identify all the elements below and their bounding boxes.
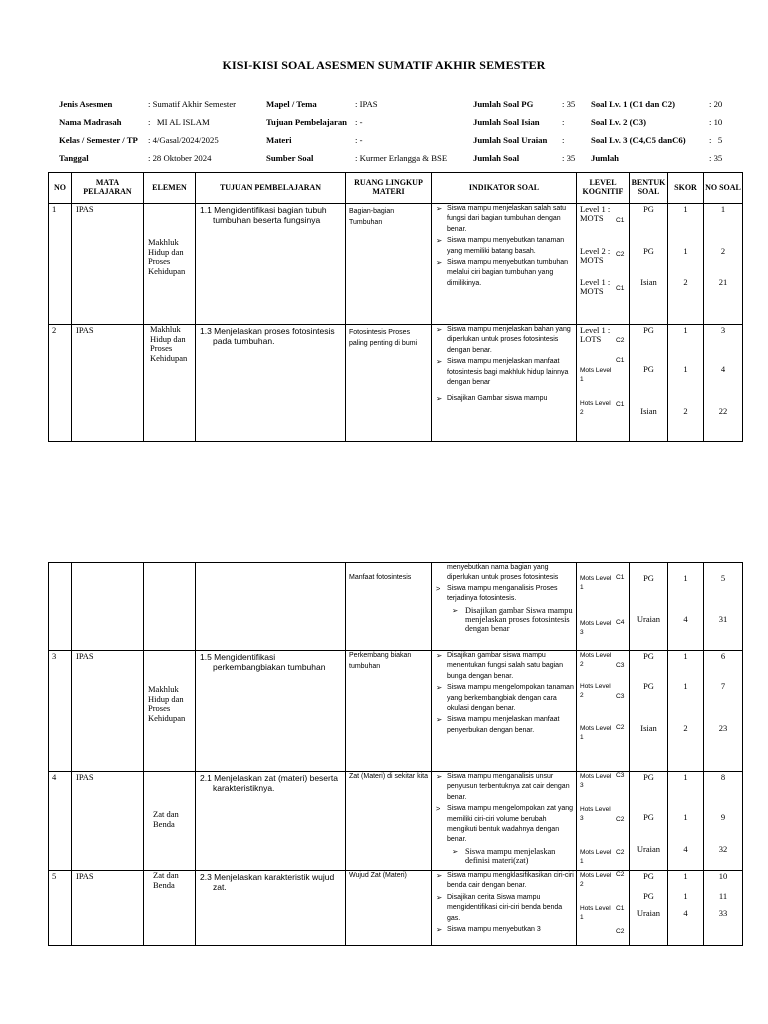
row-bentuk-cell bbox=[630, 772, 668, 871]
bullet-arrow-icon: > bbox=[436, 804, 441, 814]
level-code: C4 bbox=[616, 619, 625, 626]
level-code: C1 bbox=[616, 905, 625, 912]
level-text: Hots Level 2 bbox=[580, 683, 611, 700]
row-bentuk-cell bbox=[630, 563, 668, 651]
bentuk-value: PG bbox=[643, 871, 654, 881]
nosoal-value: 5 bbox=[720, 573, 726, 583]
isian-count-label: Jumlah Soal Isian bbox=[473, 117, 540, 127]
row-tujuan-cell bbox=[196, 651, 346, 772]
bentuk-value: PG bbox=[643, 681, 654, 691]
row-tujuan-cell bbox=[196, 772, 346, 871]
nosoal-value: 3 bbox=[720, 325, 726, 335]
indikator-item: ➢ Siswa mampu menjelaskan manfaat penyerbukan dengan benar. bbox=[436, 715, 560, 734]
row-tujuan: 1.1 Mengidentifikasi bagian tubuh tumbuhan beserta fungsinya bbox=[200, 205, 327, 225]
skor-value: 1 bbox=[683, 325, 688, 335]
level-text: Mots Level 1 bbox=[580, 849, 612, 866]
nosoal-value: 23 bbox=[718, 723, 728, 733]
total-count-label: Jumlah Soal bbox=[473, 153, 520, 163]
row-no: 5 bbox=[49, 871, 72, 946]
indikator-item: ➢ Siswa mampu menjelaskan definisi materi(zat) bbox=[452, 846, 556, 865]
row-tujuan-cell bbox=[196, 204, 346, 325]
row-mapel: IPAS bbox=[72, 772, 144, 871]
level-text: Mots Level 1 bbox=[580, 367, 612, 384]
indikator-item: > Siswa mampu menganalisis Proses terjadinya fotosintesis. bbox=[436, 583, 558, 603]
bentuk-value: PG bbox=[643, 246, 654, 256]
table-row bbox=[49, 325, 743, 442]
bentuk-value: PG bbox=[643, 573, 654, 583]
row-no bbox=[49, 563, 72, 651]
level-code: C2 bbox=[616, 928, 625, 935]
nosoal-value: 1 bbox=[720, 204, 726, 214]
indikator-item: ➢ Siswa mampu menyebutkan 3 bbox=[436, 925, 541, 935]
row-skor-cell bbox=[668, 871, 704, 946]
bullet-arrow-icon: ➢ bbox=[436, 715, 443, 725]
bullet-arrow-icon: ➢ bbox=[452, 605, 459, 615]
level-code: C3 bbox=[616, 693, 625, 700]
row-nosoal-cell bbox=[704, 563, 743, 651]
row-level-cell bbox=[577, 651, 630, 772]
row-bentuk-cell bbox=[630, 204, 668, 325]
indikator-list bbox=[432, 204, 576, 289]
row-ruang-cell bbox=[346, 651, 432, 772]
uraian-count-value: : bbox=[562, 135, 565, 145]
nosoal-value: 33 bbox=[718, 908, 728, 918]
skor-value: 1 bbox=[683, 871, 688, 881]
pg-count-value: : 35 bbox=[562, 99, 576, 109]
row-indikator-cell bbox=[432, 563, 577, 651]
header-ruang-lingkup: RUANG LINGKUP MATERI bbox=[346, 173, 432, 204]
indikator-item: ➢ Siswa mampu menjelaskan bahan yang diperlukan untuk proses fotosintesis dengan benar. bbox=[436, 325, 571, 354]
table-row bbox=[49, 772, 743, 871]
row-ruang: Perkembang biakan tumbuhan bbox=[349, 652, 412, 670]
row-level-cell bbox=[577, 325, 630, 442]
indikator-list bbox=[432, 651, 576, 736]
row-no: 2 bbox=[49, 325, 72, 442]
row-elemen: Zat dan Benda bbox=[153, 870, 179, 890]
row-level-cell bbox=[577, 204, 630, 325]
jenis-label: Jenis Asesmen bbox=[59, 99, 113, 109]
row-ruang: Bagian-bagian Tumbuhan bbox=[349, 208, 395, 226]
tanggal-value: : 28 Oktober 2024 bbox=[148, 153, 212, 163]
lv3-value: : 5 bbox=[709, 135, 723, 145]
header-mata-pelajaran: MATA PELAJARAN bbox=[72, 173, 144, 204]
level-code: C2 bbox=[616, 871, 625, 878]
bentuk-value: PG bbox=[643, 325, 654, 335]
row-bentuk-cell bbox=[630, 651, 668, 772]
table-row bbox=[49, 204, 743, 325]
row-level-cell bbox=[577, 563, 630, 651]
nosoal-value: 7 bbox=[720, 681, 726, 691]
level-text: Level 1 : MOTS bbox=[580, 277, 611, 297]
bentuk-value: PG bbox=[643, 204, 654, 214]
row-skor-cell bbox=[668, 325, 704, 442]
header-bentuk: BENTUK SOAL bbox=[630, 173, 668, 204]
level-code: C3 bbox=[616, 662, 625, 669]
indikator-item: ➢ Siswa mampu mengklasifikasikan ciri-ciri benda cair dengan benar. bbox=[436, 871, 574, 890]
assessment-meta bbox=[0, 95, 768, 167]
tanggal-label: Tanggal bbox=[59, 153, 89, 163]
indikator-item: ➢ Siswa mampu menganalisis unsur penyusun terbentuknya zat cair dengan benar. bbox=[436, 772, 570, 801]
level-text: Hots Level 1 bbox=[580, 905, 611, 922]
row-tujuan: 2.3 Menjelaskan karakteristik wujud zat. bbox=[200, 872, 335, 892]
bullet-arrow-icon: ➢ bbox=[436, 925, 443, 935]
level-code: C3 bbox=[616, 772, 625, 779]
level-text: Mots Level 2 bbox=[580, 652, 612, 669]
skor-value: 2 bbox=[683, 277, 688, 287]
level-text: Mots Level 1 bbox=[580, 725, 612, 742]
row-mapel: IPAS bbox=[72, 325, 144, 442]
nosoal-value: 31 bbox=[718, 614, 728, 624]
row-elemen bbox=[144, 563, 196, 651]
bentuk-value: PG bbox=[643, 651, 654, 661]
nosoal-value: 6 bbox=[720, 651, 726, 661]
row-elemen: Makhluk Hidup dan Proses Kehidupan bbox=[148, 237, 186, 276]
level-text: Mots Level 1 bbox=[580, 575, 612, 592]
madrasah-value: : MI AL ISLAM bbox=[148, 117, 210, 127]
level-code: C1 bbox=[616, 217, 625, 224]
row-nosoal-cell bbox=[704, 871, 743, 946]
lv2-label: Soal Lv. 2 (C3) bbox=[591, 117, 647, 127]
bentuk-value: Isian bbox=[640, 406, 657, 416]
jenis-value: : Sumatif Akhir Semester bbox=[148, 99, 237, 109]
bentuk-value: Uraian bbox=[636, 908, 661, 918]
indikator-item: ➢ Siswa mampu menyebutkan tumbuhan melalui ciri bagian tumbuhan yang dimilikinya. bbox=[436, 258, 569, 287]
nosoal-value: 9 bbox=[720, 812, 726, 822]
pg-count-label: Jumlah Soal PG bbox=[473, 99, 534, 109]
level-code: C1 bbox=[616, 574, 625, 581]
bentuk-value: PG bbox=[643, 772, 654, 782]
bullet-arrow-icon: ➢ bbox=[436, 325, 443, 334]
uraian-count-label: Jumlah Soal Uraian bbox=[473, 135, 548, 145]
lv3-label: Soal Lv. 3 (C4,C5 danC6) bbox=[591, 135, 686, 145]
level-code: C2 bbox=[616, 849, 625, 856]
row-elemen-cell bbox=[144, 871, 196, 946]
header-no-soal: NO SOAL bbox=[704, 173, 743, 204]
isian-count-value: : bbox=[562, 117, 565, 127]
bentuk-value: PG bbox=[643, 812, 654, 822]
header-level: LEVEL KOGNITIF bbox=[577, 173, 630, 204]
nosoal-value: 11 bbox=[718, 891, 728, 901]
mapel-label: Mapel / Tema bbox=[266, 99, 317, 109]
bullet-arrow-icon: ➢ bbox=[436, 683, 443, 693]
row-nosoal-cell bbox=[704, 204, 743, 325]
skor-value: 4 bbox=[683, 614, 688, 624]
bullet-arrow-icon: ➢ bbox=[436, 236, 443, 246]
table-row bbox=[49, 871, 743, 946]
skor-value: 1 bbox=[683, 573, 688, 583]
skor-value: 1 bbox=[683, 891, 688, 901]
bullet-arrow-icon: ➢ bbox=[436, 357, 443, 367]
lv1-value: : 20 bbox=[709, 99, 723, 109]
row-elemen-cell bbox=[144, 204, 196, 325]
nosoal-value: 22 bbox=[718, 406, 728, 416]
madrasah-label: Nama Madrasah bbox=[59, 117, 122, 127]
level-code: C1 bbox=[616, 285, 625, 292]
table-header-row bbox=[49, 173, 743, 204]
bullet-arrow-icon: ➢ bbox=[436, 394, 443, 404]
row-tujuan: 1.5 Mengidentifikasi perkembangbiakan tumbuhan bbox=[200, 652, 326, 672]
sumber-label: Sumber Soal bbox=[266, 153, 314, 163]
row-ruang: Manfaat fotosintesis bbox=[349, 574, 412, 581]
bentuk-value: Uraian bbox=[636, 614, 661, 624]
sumber-value: : Kurmer Erlangga & BSE bbox=[355, 153, 448, 163]
skor-value: 1 bbox=[683, 246, 688, 256]
level-code: C2 bbox=[616, 816, 625, 823]
indikator-item: ➢ Siswa mampu menjelaskan salah satu fungsi dari bagian tumbuhan dengan benar. bbox=[436, 204, 567, 233]
row-indikator-cell bbox=[432, 871, 577, 946]
bentuk-value: Isian bbox=[640, 723, 657, 733]
nosoal-value: 10 bbox=[718, 871, 728, 881]
bullet-arrow-icon: > bbox=[436, 583, 441, 593]
skor-value: 2 bbox=[683, 406, 688, 416]
bentuk-value: PG bbox=[643, 891, 654, 901]
bullet-arrow-icon: ➢ bbox=[436, 871, 443, 880]
header-indikator: INDIKATOR SOAL bbox=[432, 173, 577, 204]
level-code: C2 bbox=[616, 724, 625, 731]
indikator-item: ➢ Siswa mampu mengelompokan tanaman yang berkembangbiak dengan cara okulasi dengan benar. bbox=[436, 683, 574, 713]
row-tujuan: 1.3 Menjelaskan proses fotosintesis pada tumbuhan. bbox=[200, 326, 335, 346]
skor-value: 1 bbox=[683, 364, 688, 374]
level-text: Mots Level 3 bbox=[580, 620, 612, 637]
row-elemen-cell bbox=[144, 651, 196, 772]
level-text: Mots Level 3 bbox=[580, 773, 612, 790]
indikator-item: ➢ Siswa mampu menjelaskan manfaat fotosintesis bagi makhluk hidup lainnya dengan benar bbox=[436, 357, 569, 387]
skor-value: 1 bbox=[683, 772, 688, 782]
row-indikator-cell bbox=[432, 772, 577, 871]
level-code: C1 bbox=[616, 401, 625, 408]
nosoal-value: 2 bbox=[720, 246, 726, 256]
level-code: C1 bbox=[616, 357, 625, 364]
indikator-item: ➢ Disajikan gambar siswa mampu menentukan fungsi salah satu bagian bunga dengan benar. bbox=[436, 651, 563, 680]
bentuk-value: Uraian bbox=[636, 844, 661, 854]
nosoal-value: 21 bbox=[718, 277, 728, 287]
bullet-arrow-icon: ➢ bbox=[436, 772, 443, 781]
grid-table-page-2 bbox=[48, 562, 743, 946]
indikator-item: ➢ Disajikan cerita Siswa mampu mengidentifikasi ciri-ciri benda benda gas. bbox=[436, 892, 563, 922]
nosoal-value: 4 bbox=[720, 364, 726, 374]
row-tujuan-cell bbox=[196, 325, 346, 442]
row-ruang-cell bbox=[346, 204, 432, 325]
kelas-value: : 4/Gasal/2024/2025 bbox=[148, 135, 219, 145]
level-text: Hots Level 3 bbox=[580, 806, 611, 823]
document-title: KISI-KISI SOAL ASESMEN SUMATIF AKHIR SEMESTER bbox=[222, 58, 546, 72]
skor-value: 4 bbox=[683, 908, 688, 918]
row-elemen-cell bbox=[144, 772, 196, 871]
header-tujuan: TUJUAN PEMBELAJARAN bbox=[196, 173, 346, 204]
row-nosoal-cell bbox=[704, 772, 743, 871]
jumlah-label: Jumlah bbox=[591, 153, 620, 163]
row-no: 3 bbox=[49, 651, 72, 772]
row-skor-cell bbox=[668, 772, 704, 871]
level-text: Level 1 : LOTS bbox=[580, 325, 611, 345]
mapel-value: : IPAS bbox=[355, 99, 378, 109]
jumlah-value: : 35 bbox=[709, 153, 723, 163]
indikator-item: ➢ Disajikan Gambar siswa mampu bbox=[436, 394, 548, 404]
nosoal-value: 32 bbox=[718, 844, 728, 854]
skor-value: 1 bbox=[683, 204, 688, 214]
row-tujuan bbox=[196, 563, 346, 651]
row-skor-cell bbox=[668, 563, 704, 651]
row-indikator-cell bbox=[432, 325, 577, 442]
total-count-value: : 35 bbox=[562, 153, 576, 163]
bullet-arrow-icon: ➢ bbox=[436, 892, 443, 902]
row-elemen: Makhluk Hidup dan Proses Kehidupan bbox=[148, 684, 186, 723]
materi-value: : - bbox=[355, 135, 363, 145]
row-no: 4 bbox=[49, 772, 72, 871]
row-ruang-cell bbox=[346, 563, 432, 651]
row-no: 1 bbox=[49, 204, 72, 325]
row-level-cell bbox=[577, 871, 630, 946]
indikator-continuation: menyebutkan nama bagian yang diperlukan untuk proses fotosintesis bbox=[447, 564, 559, 582]
table-row bbox=[49, 651, 743, 772]
materi-label: Materi bbox=[266, 135, 292, 145]
indikator-item: > Siswa mampu mengelompokan zat yang memiliki ciri-ciri volume berubah mengikuti bentuk wadahnya dengan benar. bbox=[436, 804, 574, 844]
indikator-list bbox=[432, 584, 576, 633]
row-ruang: Fotosintesis Proses paling penting di bumi bbox=[349, 329, 418, 347]
header-no: NO bbox=[49, 173, 72, 204]
row-tujuan: 2.1 Menjelaskan zat (materi) beserta karakteristiknya. bbox=[200, 773, 338, 793]
tujuan-label: Tujuan Pembelajaran bbox=[266, 117, 348, 127]
row-elemen: Zat dan Benda bbox=[153, 809, 179, 829]
row-skor-cell bbox=[668, 204, 704, 325]
row-mapel bbox=[72, 563, 144, 651]
level-text: Level 1 : MOTS bbox=[580, 204, 611, 224]
lv2-value: : 10 bbox=[709, 117, 723, 127]
level-text: Level 2 : MOTS bbox=[580, 246, 611, 266]
indikator-list bbox=[432, 325, 576, 405]
row-ruang: Wujud Zat (Materi) bbox=[349, 872, 407, 879]
bullet-arrow-icon: ➢ bbox=[436, 258, 443, 268]
row-ruang-cell bbox=[346, 325, 432, 442]
row-skor-cell bbox=[668, 651, 704, 772]
row-ruang-cell bbox=[346, 772, 432, 871]
row-ruang: Zat (Materi) di sekitar kita bbox=[349, 773, 428, 780]
skor-value: 1 bbox=[683, 681, 688, 691]
header-elemen: ELEMEN bbox=[144, 173, 196, 204]
row-elemen-cell bbox=[144, 325, 196, 442]
level-code: C2 bbox=[616, 251, 625, 258]
row-mapel: IPAS bbox=[72, 651, 144, 772]
row-indikator-cell bbox=[432, 651, 577, 772]
row-nosoal-cell bbox=[704, 651, 743, 772]
row-bentuk-cell bbox=[630, 325, 668, 442]
indikator-item: ➢ Disajikan gambar Siswa mampu menjelaskan proses fotosintesis dengan benar bbox=[452, 605, 573, 633]
grid-table-page-1 bbox=[48, 172, 743, 442]
indikator-list bbox=[432, 772, 576, 865]
skor-value: 1 bbox=[683, 651, 688, 661]
row-bentuk-cell bbox=[630, 871, 668, 946]
header-skor: SKOR bbox=[668, 173, 704, 204]
indikator-list bbox=[432, 871, 576, 935]
row-indikator-cell bbox=[432, 204, 577, 325]
skor-value: 2 bbox=[683, 723, 688, 733]
bentuk-value: PG bbox=[643, 364, 654, 374]
skor-value: 4 bbox=[683, 844, 688, 854]
bentuk-value: Isian bbox=[640, 277, 657, 287]
row-level-cell bbox=[577, 772, 630, 871]
row-elemen: Makhluk Hidup dan Proses Kehidupan bbox=[150, 324, 188, 363]
indikator-item: ➢ Siswa mampu menyebutkan tanaman yang memiliki batang basah. bbox=[436, 236, 565, 255]
lv1-label: Soal Lv. 1 (C1 dan C2) bbox=[591, 99, 675, 109]
skor-value: 1 bbox=[683, 812, 688, 822]
level-code: C2 bbox=[616, 337, 625, 344]
row-nosoal-cell bbox=[704, 325, 743, 442]
level-text: Mots Level 2 bbox=[580, 872, 612, 889]
kelas-label: Kelas / Semester / TP bbox=[59, 135, 138, 145]
row-mapel: IPAS bbox=[72, 871, 144, 946]
row-ruang-cell bbox=[346, 871, 432, 946]
bullet-arrow-icon: ➢ bbox=[436, 204, 443, 213]
nosoal-value: 8 bbox=[720, 772, 726, 782]
row-mapel: IPAS bbox=[72, 204, 144, 325]
table-row bbox=[49, 563, 743, 651]
bullet-arrow-icon: ➢ bbox=[436, 651, 443, 660]
tujuan-value: : - bbox=[355, 117, 363, 127]
row-tujuan-cell bbox=[196, 871, 346, 946]
level-text: Hots Level 2 bbox=[580, 400, 611, 417]
bullet-arrow-icon: ➢ bbox=[452, 846, 459, 856]
